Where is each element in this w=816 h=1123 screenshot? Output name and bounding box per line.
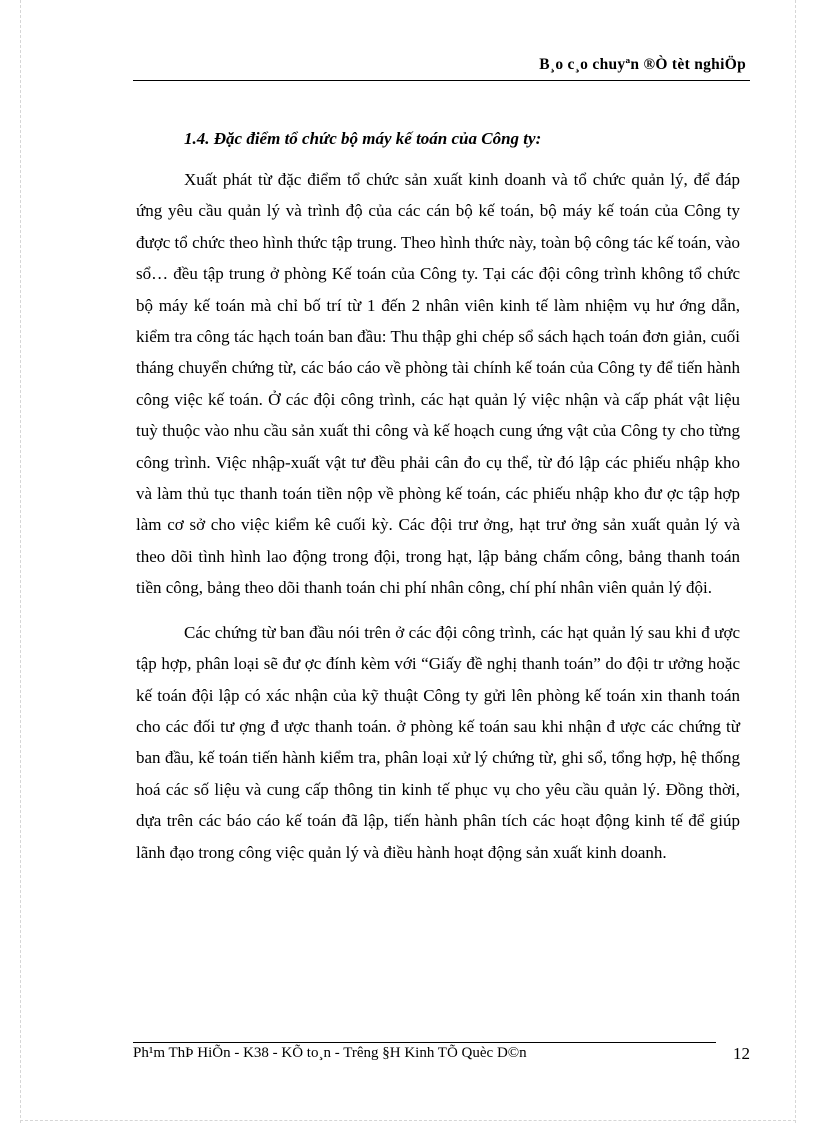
- document-body: [136, 128, 740, 868]
- page-header: [133, 52, 750, 81]
- section-heading: 1.4. Đặc điểm tổ chức bộ máy kế toán của Công ty:: [184, 129, 542, 148]
- footer-rule: [133, 1042, 716, 1043]
- paragraph-documents-flow: Các chứng từ ban đầu nói trên ở các đội công trình, các hạt quản lý sau khi đ ược tập hợp, phân loại sẽ đư ợc đính kèm với “Giấy đề nghị thanh toán” do đội tr ưởng hoặc kế toán đội lập có xác nhận của kỹ thuật Công ty gửi lên phòng kế toán xin thanh toán cho các đối tư ợng đ ược thanh toán. ở phòng kế toán sau khi nhận đ ược các chứng từ ban đầu, kế toán tiến hành kiểm tra, phân loại xử lý chứng từ, ghi sổ, tổng hợp, hệ thống hoá các số liệu và cung cấp thông tin kinh tế phục vụ cho yêu cầu quản lý. Đồng thời, dựa trên các báo cáo kế toán đã lập, tiến hành phân tích các hoạt động kinh tế để giúp lãnh đạo trong công việc quản lý và điều hành hoạt động sản xuất kinh doanh.: [136, 622, 740, 862]
- header-title: B¸o c¸o chuyªn ®Ò tèt nghiÖp: [539, 56, 746, 73]
- page-bottom-edge: [20, 1120, 796, 1121]
- page-number: 12: [733, 1044, 750, 1063]
- paragraph-organization: Xuất phát từ đặc điểm tổ chức sản xuất kinh doanh và tổ chức quản lý, để đáp ứng yêu cầu quản lý và trình độ của các cán bộ kế toán, bộ máy kế toán của Công ty được tổ chức theo hình thức tập trung. Theo hình thức này, toàn bộ công tác kế toán, vào sổ… đều tập trung ở phòng Kế toán của Công ty. Tại các đội công trình không tổ chức bộ máy kế toán mà chỉ bố trí từ 1 đến 2 nhân viên kinh tế làm nhiệm vụ hư ớng dẫn, kiểm tra công tác hạch toán ban đầu: Thu thập ghi chép sổ sách hạch toán đơn giản, cuối tháng chuyển chứng từ, các báo cáo về phòng tài chính kế toán của Công ty để tiến hành công việc kế toán. Ở các đội công trình, các hạt quản lý việc nhận và cấp phát vật liệu tuỳ thuộc vào nhu cầu sản xuất thi công và kế hoạch cung ứng vật của Công ty cho từng công trình. Việc nhập-xuất vật tư đều phải cân đo cụ thể, từ đó lập các phiếu nhập kho và làm thủ tục thanh toán tiền nộp về phòng kế toán, các phiếu nhập kho đư ợc tập hợp làm cơ sở cho việc kiểm kê cuối kỳ. Các đội trư ởng, hạt trư ởng sản xuất quản lý và theo dõi tình hình lao động trong đội, trong hạt, lập bảng chấm công, bảng thanh toán tiền công, bảng theo dõi thanh toán chi phí nhân công, chí phí nhân viên quản lý đội.: [136, 170, 740, 598]
- footer-author: Ph¹m ThÞ HiÕn - K38 - KÕ to¸n - Trêng §H Kinh TÕ Quèc D©n: [133, 1045, 527, 1061]
- page-footer: [133, 1042, 750, 1063]
